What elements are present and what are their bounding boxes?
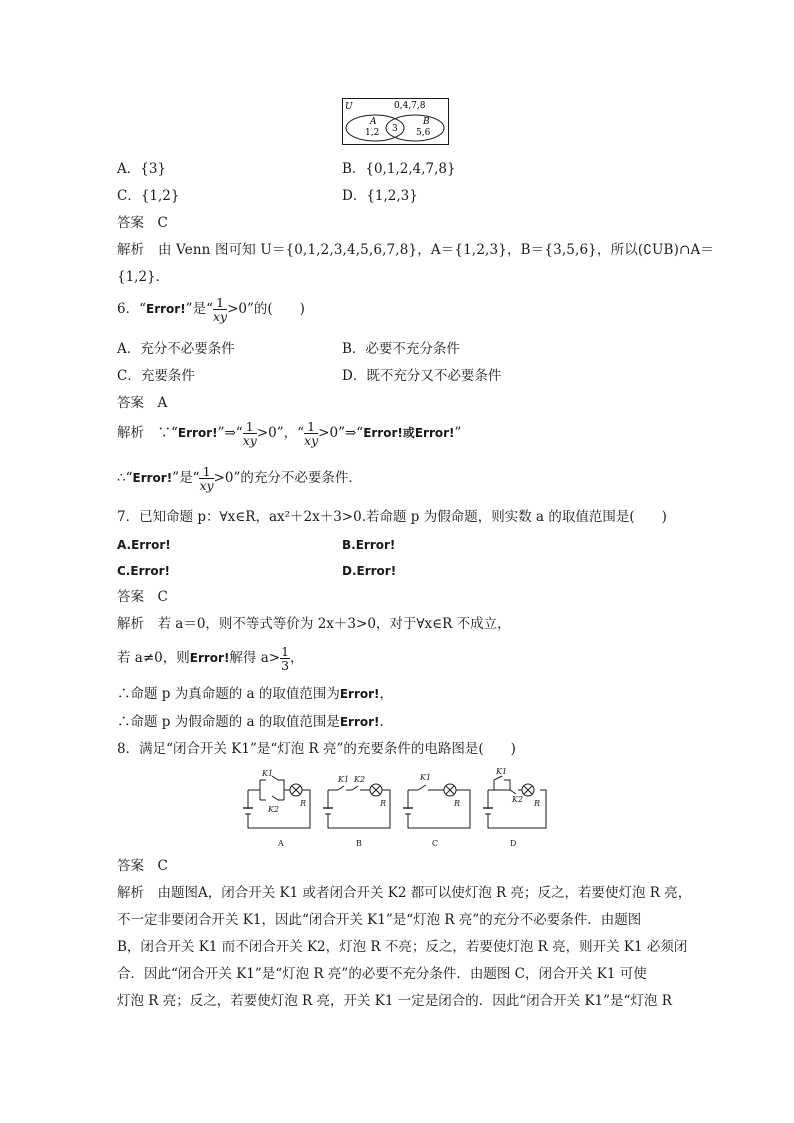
q7-option-c: C.Error! <box>117 564 171 578</box>
q7-option-d: D.Error! <box>342 564 397 578</box>
q5-option-c: C．{1,2} <box>117 188 180 204</box>
q7-option-a: A.Error! <box>117 538 171 552</box>
q6-analysis-line2: ∴“Error!”是“ $\frac{1}{xy}$ >0”的充分不必要条件． <box>117 464 362 493</box>
venn-universe-label: U <box>345 102 353 112</box>
svg-text:K1: K1 <box>496 768 508 776</box>
q6-option-a: A．充分不必要条件 <box>117 341 235 357</box>
circuit-diagrams <box>240 768 550 850</box>
q8-analysis-line1: 解析 由题图A，闭合开关 K1 或者闭合开关 K2 都可以使灯泡 R 亮；反之，若要使灯泡 R 亮， <box>117 885 692 901</box>
venn-a-label: A <box>370 117 377 127</box>
q6-analysis-line1: 解析 ∵“Error!”⇒“ $\frac{1}{xy}$ >0”，“ $\frac{1}{xy}$ >0”⇒“Error!或Error!” <box>117 419 462 448</box>
q6-answer: 答案 A <box>117 395 168 411</box>
q5-analysis-line1: 解析 由 Venn 图可知 U＝{0,1,2,3,4,5,6,7,8}，A＝{1,2,3}，B＝{3,5,6}，所以(∁UB)∩A＝ <box>117 242 715 258</box>
q7-analysis-line4: ∴命题 p 为假命题的 a 的取值范围是Error!. <box>117 714 384 730</box>
circuit-label-a: A <box>278 839 284 848</box>
q6-stem: 6．“Error!”是“ $\frac{1}{xy}$ >0”的( ) <box>117 295 305 324</box>
q5-answer: 答案 C <box>117 215 168 231</box>
circuit-label-d: D <box>510 839 517 848</box>
circuit-label-b: B <box>356 839 362 848</box>
svg-text:K2: K2 <box>512 795 524 804</box>
q5-option-d: D．{1,2,3} <box>342 188 418 204</box>
venn-a-only: 1,2 <box>365 128 380 138</box>
venn-intersection: 3 <box>392 124 398 134</box>
svg-text:K1: K1 <box>262 769 274 778</box>
q7-analysis-line2: 若 a≠0，则Error!解得 a> $\frac{1}{3}$ ， <box>117 644 304 673</box>
q8-analysis-line5: 灯泡 R 亮；反之，若要使灯泡 R 亮，开关 K1 一定是闭合的．因此“闭合开关 K1”是“灯泡 R <box>117 993 672 1009</box>
svg-text:R: R <box>300 799 307 808</box>
svg-text:K2: K2 <box>268 805 280 814</box>
svg-text:K1: K1 <box>338 775 350 784</box>
q7-answer: 答案 C <box>117 589 168 605</box>
q6-option-d: D．既不充分又不必要条件 <box>342 368 502 384</box>
q6-fraction: $\frac{1}{xy}$ <box>212 295 228 324</box>
q8-stem: 8．满足“闭合开关 K1”是“灯泡 R 亮”的充要条件的电路图是( ) <box>117 741 516 757</box>
svg-text:R: R <box>380 799 387 808</box>
venn-b-label: B <box>423 117 430 127</box>
q6-option-c: C．充要条件 <box>117 368 195 384</box>
q7-analysis-line1: 解析 若 a＝0，则不等式等价为 2x＋3>0，对于∀x∈R 不成立， <box>117 616 511 632</box>
svg-text:K2: K2 <box>354 775 366 784</box>
q5-option-a: A．{3} <box>117 161 167 177</box>
q5-option-b: B．{0,1,2,4,7,8} <box>342 161 456 177</box>
venn-diagram <box>342 98 450 146</box>
q7-option-b: B.Error! <box>342 538 396 552</box>
q8-answer: 答案 C <box>117 858 168 874</box>
svg-text:R: R <box>534 799 541 808</box>
q8-analysis-line2: 不一定非要闭合开关 K1，因此“闭合开关 K1”是“灯泡 R 亮”的充分不必要条件．由题图 <box>117 912 642 928</box>
q8-analysis-line3: B，闭合开关 K1 而不闭合开关 K2，灯泡 R 不亮；反之，若要使灯泡 R 亮，则开关 K1 必须闭 <box>117 939 688 955</box>
q6-option-b: B．必要不充分条件 <box>342 341 460 357</box>
svg-text:K1: K1 <box>420 773 432 782</box>
venn-outside-elements: 0,4,7,8 <box>394 101 426 111</box>
q5-analysis-line2: {1,2}． <box>117 269 170 285</box>
q7-stem: 7．已知命题 p：∀x∈R，ax²＋2x＋3>0.若命题 p 为假命题，则实数 a 的取值范围是( ) <box>117 509 667 525</box>
q7-analysis-line3: ∴命题 p 为真命题的 a 的取值范围为Error!， <box>117 686 394 702</box>
venn-b-only: 5,6 <box>416 128 431 138</box>
q8-analysis-line4: 合．因此“闭合开关 K1”是“灯泡 R 亮”的必要不充分条件．由题图 C，闭合开关 K1 可使 <box>117 966 647 982</box>
svg-text:R: R <box>454 799 461 808</box>
circuit-label-c: C <box>432 839 439 848</box>
